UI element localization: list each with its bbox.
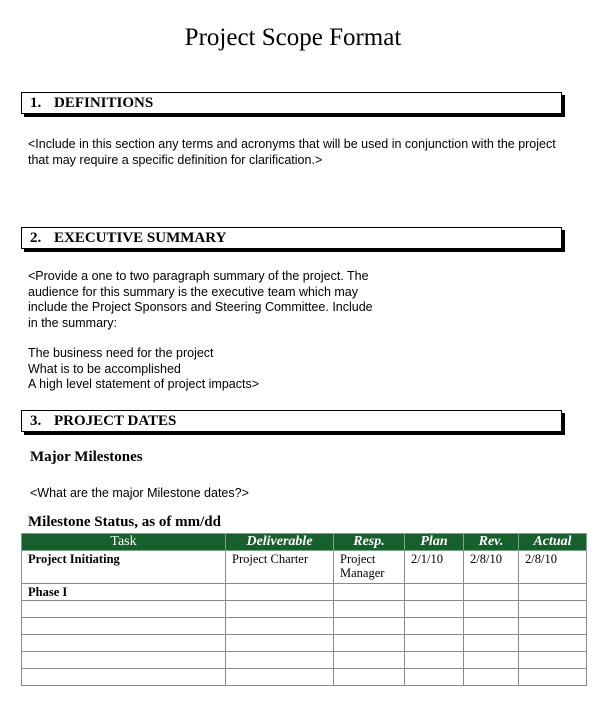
- table-cell: [226, 669, 334, 686]
- table-cell: [519, 601, 587, 618]
- table-cell: [464, 669, 519, 686]
- table-cell: [334, 584, 405, 601]
- table-cell: [405, 652, 464, 669]
- column-header-task: Task: [22, 534, 226, 551]
- section-title: PROJECT DATES: [54, 413, 177, 429]
- section-executive-summary-header: [21, 227, 562, 249]
- table-cell: [464, 601, 519, 618]
- table-cell: 2/8/10: [464, 551, 519, 584]
- table-cell: [22, 618, 226, 635]
- table-row: [22, 584, 587, 601]
- column-header-resp: Resp.: [334, 534, 405, 551]
- table-cell: [464, 635, 519, 652]
- major-milestones-text: [30, 486, 560, 502]
- section-definitions-header: [21, 92, 562, 114]
- table-cell: [22, 669, 226, 686]
- column-header-rev: Rev.: [464, 534, 519, 551]
- section-number: 3.: [30, 413, 42, 429]
- table-cell: [405, 635, 464, 652]
- table-header-row: [22, 534, 587, 551]
- summary-bullet: What is to be accomplished: [28, 361, 181, 376]
- summary-line: include the Project Sponsors and Steering Committee. Include: [28, 300, 373, 314]
- table-cell: [519, 669, 587, 686]
- table-cell: [22, 635, 226, 652]
- table-cell: [226, 618, 334, 635]
- table-cell: [464, 652, 519, 669]
- table-cell: [334, 669, 405, 686]
- table-row: [22, 551, 587, 584]
- section-title: EXECUTIVE SUMMARY: [54, 230, 227, 246]
- table-cell: [334, 601, 405, 618]
- column-header-plan: Plan: [405, 534, 464, 551]
- table-cell: 2/8/10: [519, 551, 587, 584]
- table-row: [22, 669, 587, 686]
- document-title: Project Scope Format: [184, 24, 402, 51]
- milestone-status-heading: Milestone Status, as of mm/dd: [28, 514, 221, 530]
- table-cell: [405, 601, 464, 618]
- definitions-text: [28, 137, 558, 168]
- section-number: 1.: [30, 95, 42, 111]
- summary-line: audience for this summary is the executive team which may: [28, 284, 358, 299]
- section-title: DEFINITIONS: [54, 95, 154, 111]
- column-header-actual: Actual: [519, 534, 587, 551]
- major-milestones-paragraph: <What are the major Milestone dates?>: [30, 486, 249, 500]
- major-milestones-heading: Major Milestones: [30, 449, 143, 465]
- section-number: 2.: [30, 230, 42, 246]
- summary-line: <Provide a one to two paragraph summary of the project. The: [28, 269, 369, 283]
- summary-line: in the summary:: [28, 315, 117, 330]
- table-cell: [226, 635, 334, 652]
- table-cell: [464, 618, 519, 635]
- table-cell: Phase I: [22, 584, 226, 601]
- table-cell: [519, 618, 587, 635]
- definitions-paragraph: <Include in this section any terms and acronyms that will be used in conjunction with the project that may require a specific definition for clarification.>: [28, 137, 556, 167]
- table-cell: [22, 652, 226, 669]
- table-row: [22, 601, 587, 618]
- table-cell: Project Initiating: [22, 551, 226, 584]
- table-cell: [405, 618, 464, 635]
- summary-bullet: The business need for the project: [28, 346, 214, 360]
- table-cell: 2/1/10: [405, 551, 464, 584]
- table-cell: [226, 584, 334, 601]
- table-cell: [464, 584, 519, 601]
- table-row: [22, 652, 587, 669]
- section-project-dates-header: [21, 410, 562, 432]
- column-header-deliverable: Deliverable: [226, 534, 334, 551]
- table-cell: [22, 601, 226, 618]
- table-cell: [519, 584, 587, 601]
- table-cell: [519, 652, 587, 669]
- table-row: [22, 635, 587, 652]
- table-row: [22, 618, 587, 635]
- table-cell: [405, 669, 464, 686]
- table-cell: [519, 635, 587, 652]
- summary-bullet: A high level statement of project impacts>: [28, 377, 260, 391]
- table-cell: Project Manager: [334, 551, 405, 584]
- table-cell: [405, 584, 464, 601]
- table-cell: [334, 618, 405, 635]
- table-cell: [226, 601, 334, 618]
- milestone-table: [21, 533, 587, 686]
- table-cell: [334, 652, 405, 669]
- table-cell: Project Charter: [226, 551, 334, 584]
- table-cell: [334, 635, 405, 652]
- executive-summary-text: [28, 269, 558, 393]
- table-cell: [226, 652, 334, 669]
